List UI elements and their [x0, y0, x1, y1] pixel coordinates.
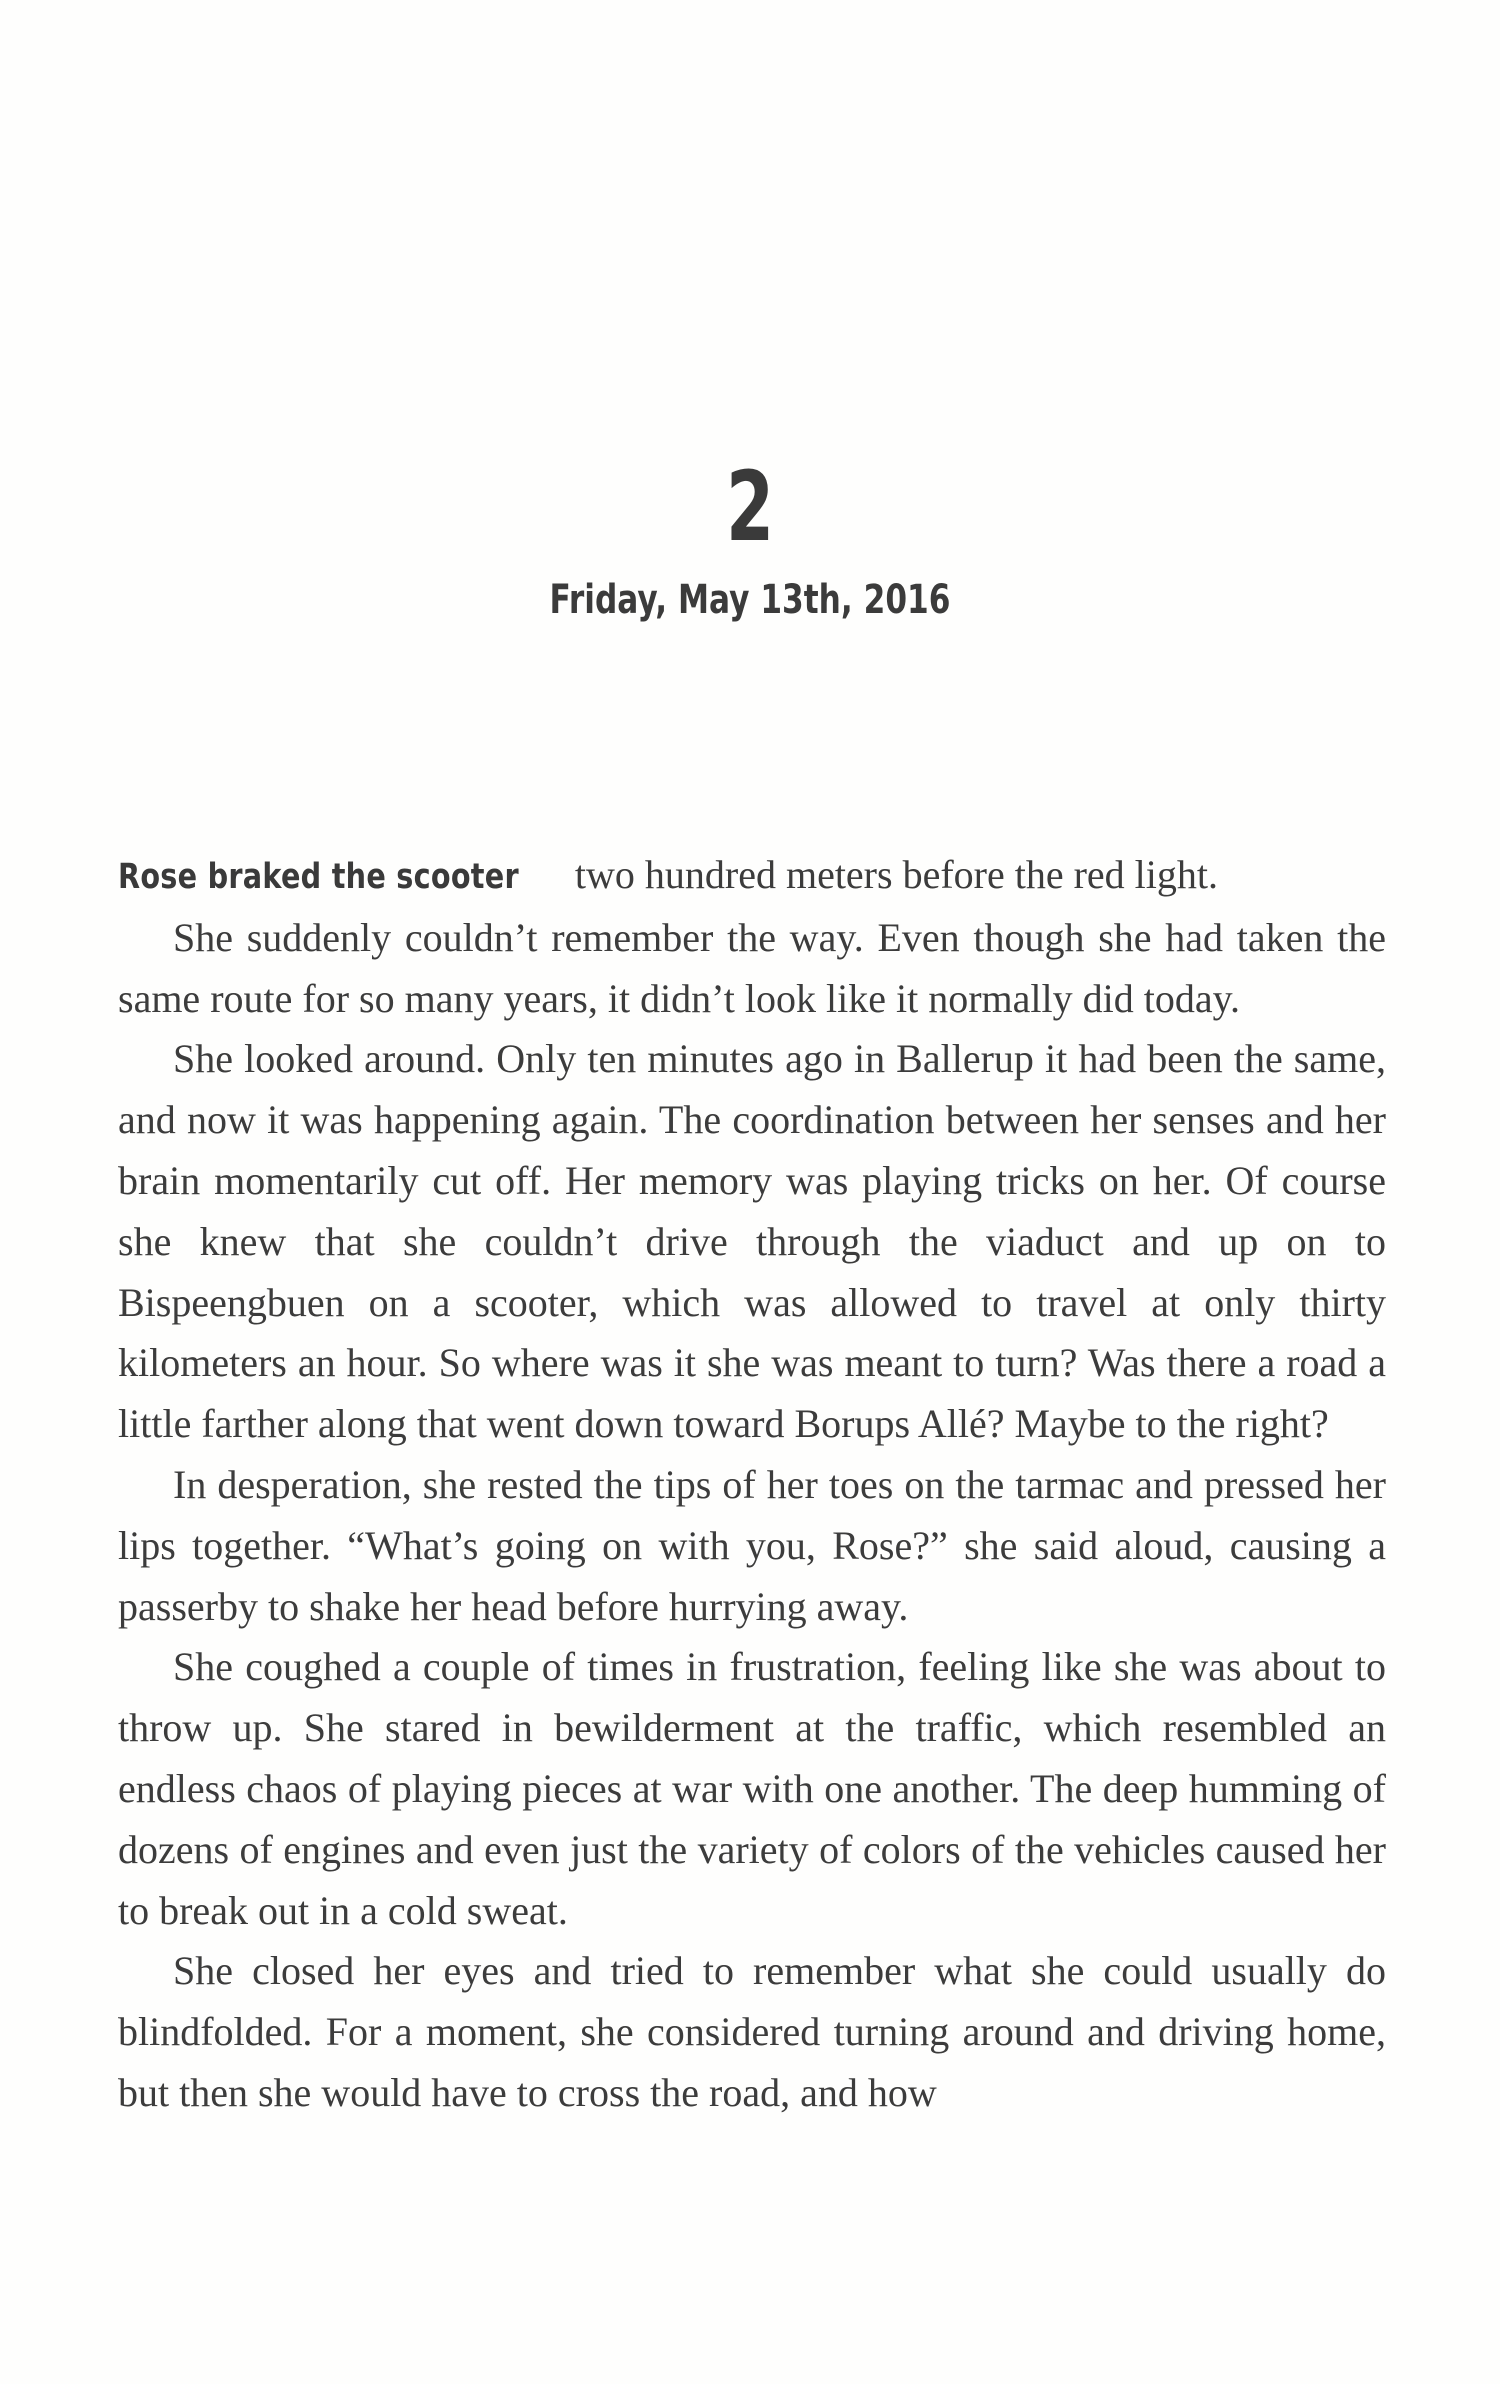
- paragraph-2: She suddenly couldn’t remember the way. Even though she had taken the same route for so many years, it didn’t look like it normally did today.: [118, 914, 1386, 1021]
- paragraph-6: She closed her eyes and tried to remember what she could usually do blindfolded. For a moment, she considered turning around and driving home, but then she would have to cross the road, and how: [118, 1948, 1386, 2115]
- paragraph-1: [118, 845, 1386, 908]
- paragraph-1-text: two hundred meters before the red light.: [564, 852, 1218, 897]
- chapter-date: Friday, May 13th, 2016: [549, 577, 951, 623]
- paragraph-4: In desperation, she rested the tips of her toes on the tarmac and pressed her lips together. “What’s going on with you, Rose?” she said aloud, causing a passerby to shake her head before hurrying away.: [118, 1461, 1386, 1629]
- lead-in-text: Rose braked the scooter: [118, 857, 519, 897]
- chapter-body: [118, 845, 1386, 2124]
- paragraph-5: She coughed a couple of times in frustration, feeling like she was about to throw up. She stared in bewilderment at the traffic, which resembled an endless chaos of playing pieces at war with one another. The deep humming of dozens of engines and even just the variety of colors of the vehicles caused her to break out in a cold sweat.: [118, 1644, 1386, 1933]
- paragraph-3: She looked around. Only ten minutes ago in Ballerup it had been the same, and now it was happening again. The coordination between her senses and her brain momentarily cut off. Her memory was playing tricks on her. Of course she knew that she couldn’t drive through the viaduct and up on to Bispeengbuen on a scooter, which was allowed to travel at only thirty kilometers an hour. So where was it she was meant to turn? Was there a road a little farther along that went down toward Borups Allé? Maybe to the right?: [118, 1036, 1386, 1447]
- chapter-number: 2: [725, 451, 775, 563]
